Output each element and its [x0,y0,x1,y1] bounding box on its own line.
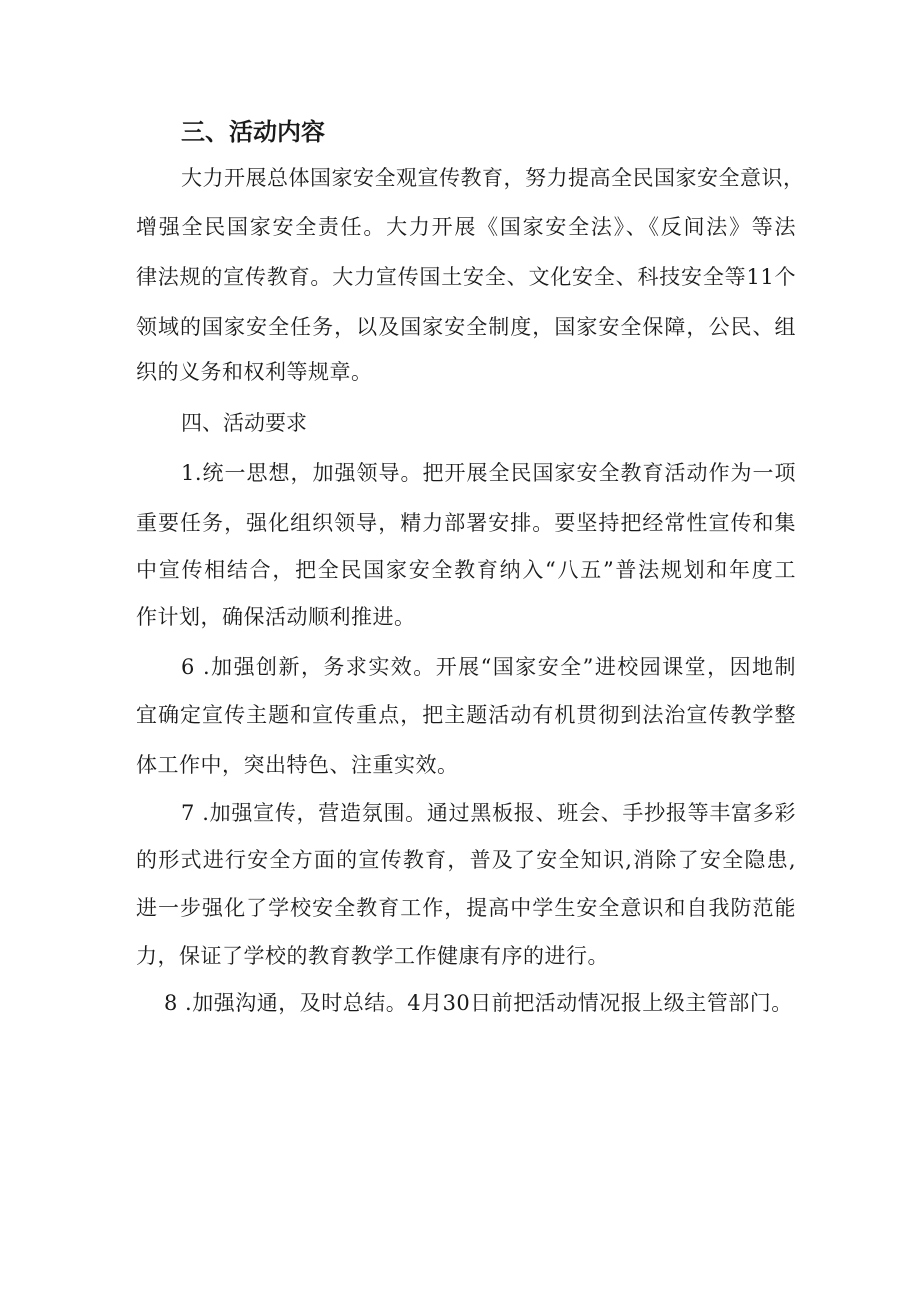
list-item-line: 进一步强化了学校安全教育工作，提高中学生安全意识和自我防范能 [136,896,796,920]
section-heading-activity-requirements: 四、活动要求 [181,411,307,435]
paragraph-line: 大力开展总体国家安全观宣传教育，努力提高全民国家安全意识， [181,166,805,190]
paragraph-line: 领域的国家安全任务，以及国家安全制度，国家安全保障，公民、组 [136,315,796,339]
list-item-line: 中宣传相结合，把全民国家安全教育纳入“八五”普法规划和年度工 [136,558,796,582]
list-item-line: 1.统一思想，加强领导。把开展全民国家安全教育活动作为一项 [181,461,796,485]
list-item-line: 的形式进行安全方面的宣传教育，普及了安全知识,消除了安全隐患, [136,848,796,872]
list-item-line: 宜确定宣传主题和宣传重点，把主题活动有机贯彻到法治宣传教学整 [136,703,796,727]
list-item-line: 体工作中，突出特色、注重实效。 [136,753,459,777]
list-item-line: 作计划，确保活动顺利推进。 [136,605,416,629]
paragraph-line: 律法规的宣传教育。大力宣传国土安全、文化安全、科技安全等11个 [136,265,796,289]
list-item-line: 8 .加强沟通，及时总结。4月30日前把活动情况报上级主管部门。 [164,991,793,1015]
paragraph-line: 增强全民国家安全责任。大力开展《国家安全法》、《反间法》等法 [136,215,796,239]
list-item-line: 6 .加强创新，务求实效。开展“国家安全”进校园课堂，因地制 [181,655,796,679]
list-item-line: 7 .加强宣传，营造氛围。通过黑板报、班会、手抄报等丰富多彩 [181,801,796,825]
list-item-line: 力，保证了学校的教育教学工作健康有序的进行。 [136,944,609,968]
paragraph-line: 织的义务和权利等规章。 [136,360,373,384]
list-item-line: 重要任务，强化组织领导，精力部署安排。要坚持把经常性宣传和集 [136,511,796,535]
section-heading-activity-content: 三、活动内容 [181,118,325,146]
